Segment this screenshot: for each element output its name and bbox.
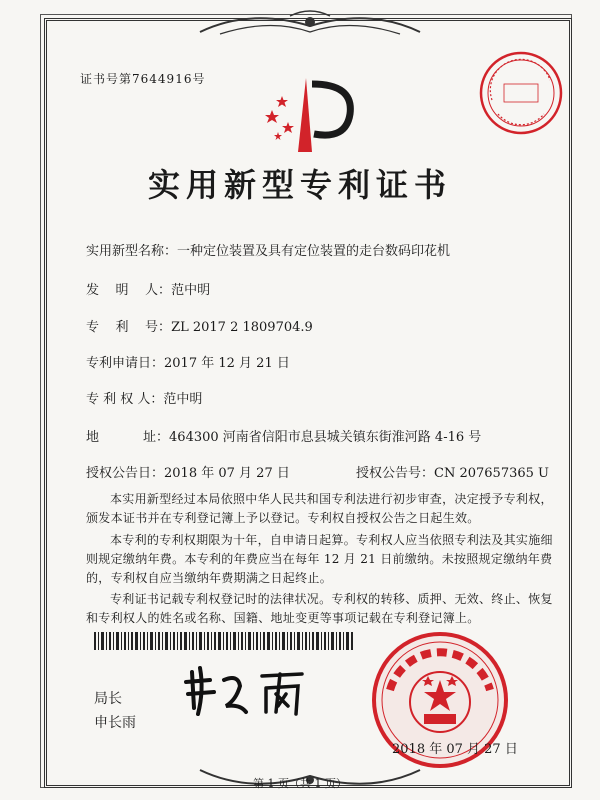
patent-number-row: [86, 316, 313, 335]
grant-date-label: 授权公告日：: [86, 466, 165, 481]
patent-holder-row: [86, 388, 202, 407]
patent-office-logo-icon: [258, 70, 358, 160]
inventor-value: 范中明: [171, 283, 211, 298]
director-name: 申长雨: [94, 715, 136, 731]
utility-model-name-row: [86, 240, 450, 259]
grant-date-row: [86, 462, 290, 481]
tax-stamp-seal-icon: [478, 50, 564, 136]
filing-date-label: 专利申请日：: [86, 356, 165, 371]
patent-holder-label: 专 利 权 人：: [86, 392, 164, 407]
address-value: 464300 河南省信阳市息县城关镇东街淮河路 4-16 号: [169, 430, 482, 445]
grant-date-value: 2018 年 07 月 27 日: [164, 466, 290, 481]
patent-holder-value: 范中明: [163, 392, 203, 407]
address-label-colon: 址：: [143, 430, 170, 445]
grant-number-value: CN 207657365 U: [434, 466, 549, 481]
utility-model-name-value: 一种定位装置及具有定位装置的走台数码印花机: [177, 244, 451, 259]
body-paragraph-2: 本专利的专利权期限为十年，自申请日起算。专利权人应当依照专利法及其实施细则规定缴纳年费。本专利的年费应当在每年 12 月 21 日前缴纳。未按照规定缴纳年费的，专利权自应当缴纳年费期满之日起终止。: [86, 533, 553, 585]
address-row: [86, 426, 481, 445]
inventor-label: 发 明 人：: [86, 283, 172, 298]
certificate-number-suffix: 号: [192, 72, 206, 86]
seal-date: 2018 年 07 月 27 日: [392, 742, 518, 757]
filing-date-row: [86, 352, 290, 371]
grant-number-label: 授权公告号：: [356, 466, 435, 481]
signature-icon: [180, 660, 320, 720]
patent-number-value: ZL 2017 2 1809704.9: [171, 320, 313, 335]
grant-number-row: [356, 462, 549, 481]
certificate-number: [80, 70, 205, 87]
page-footer: 第 1 页（共 1 页）: [253, 777, 347, 790]
patent-number-label: 专 利 号：: [86, 320, 172, 335]
body-paragraph-1: 本实用新型经过本局依照中华人民共和国专利法进行初步审查，决定授予专利权，颁发本证书并在专利登记簿上予以登记。专利权自授权公告之日起生效。: [86, 492, 553, 525]
barcode-icon: [94, 632, 354, 650]
certificate-title: 实用新型专利证书: [147, 166, 452, 204]
certificate-number-value: 7644916: [132, 72, 193, 86]
director-title: 局长: [94, 691, 122, 707]
certificate-number-label: 证书号第: [80, 72, 133, 86]
top-ornament-icon: [190, 8, 430, 42]
address-label: 地: [86, 430, 100, 445]
inventor-row: [86, 279, 210, 298]
filing-date-value: 2017 年 12 月 21 日: [164, 356, 290, 371]
utility-model-name-label: 实用新型名称：: [86, 244, 178, 259]
body-paragraph-3: 专利证书记载专利权登记时的法律状况。专利权的转移、质押、无效、终止、恢复和专利权人的姓名或名称、国籍、地址变更等事项记载在专利登记簿上。: [86, 592, 553, 625]
